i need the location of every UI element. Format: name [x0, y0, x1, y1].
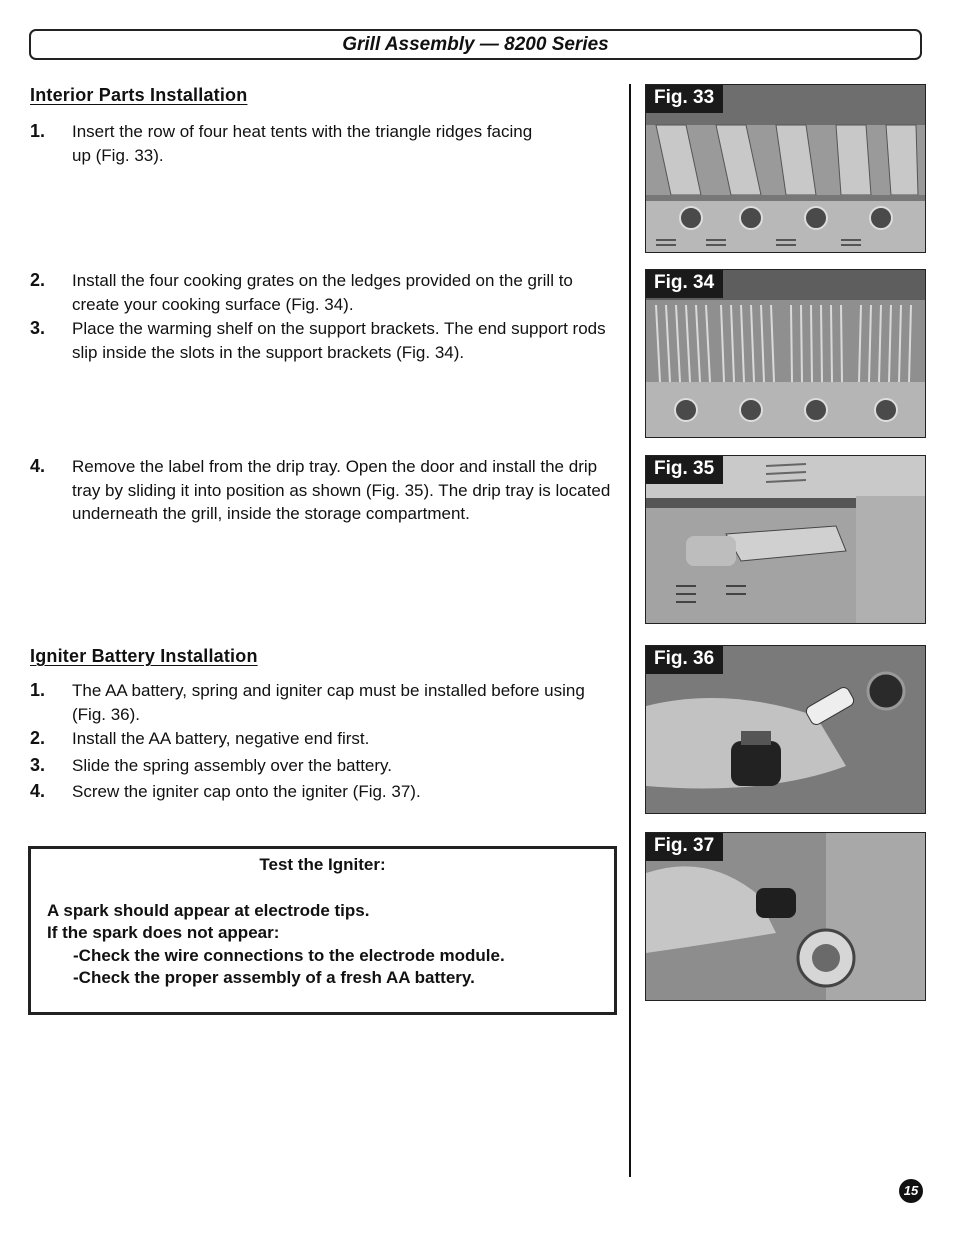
step-number: 4. [30, 456, 46, 476]
column-divider [629, 84, 631, 1177]
step-number: 2. [30, 270, 46, 290]
note-item-2: -Check the proper assembly of a fresh AA battery. [73, 968, 475, 987]
note-line-1: A spark should appear at electrode tips. [47, 901, 370, 920]
step-text: Insert the row of four heat tents with the triangle ridges facing up (Fig. 33). [72, 122, 533, 165]
figure-label: Fig. 37 [646, 833, 723, 861]
step-number: 2. [30, 728, 46, 748]
step-text: Slide the spring assembly over the battery. [72, 756, 393, 775]
step-text: Screw the igniter cap onto the igniter (Fig. 37). [72, 782, 421, 801]
page-number: 15 [899, 1179, 923, 1203]
step-number: 4. [30, 781, 46, 801]
step-text: Place the warming shelf on the support brackets. The end support rods slip inside the slots in the support brackets (Fig. 34). [72, 319, 606, 362]
page-header-title: Grill Assembly — 8200 Series [342, 34, 609, 55]
figure-label: Fig. 36 [646, 646, 723, 674]
figure-33 [645, 84, 926, 253]
note-item-1: -Check the wire connections to the electrode module. [73, 946, 505, 965]
step-number: 3. [30, 318, 46, 338]
figure-37 [645, 832, 926, 1001]
note-title: Test the Igniter: [259, 855, 386, 874]
figure-35 [645, 455, 926, 624]
step-number: 3. [30, 755, 46, 775]
step-text: Remove the label from the drip tray. Open the door and install the drip tray by sliding it into position as shown (Fig. 35). The drip tray is located underneath the grill, inside the storage compartment. [72, 457, 611, 523]
figure-label: Fig. 35 [646, 456, 723, 484]
note-line-2: If the spark does not appear: [47, 923, 280, 942]
test-igniter-note [28, 846, 617, 1015]
section-title-interior: Interior Parts Installation [30, 85, 248, 105]
figure-label: Fig. 34 [646, 270, 723, 298]
step-number: 1. [30, 121, 46, 141]
figure-36 [645, 645, 926, 814]
figure-34 [645, 269, 926, 438]
step-number: 1. [30, 680, 46, 700]
figure-label: Fig. 33 [646, 85, 723, 113]
step-text: Install the AA battery, negative end first. [72, 729, 370, 748]
page-header [29, 29, 922, 60]
section-title-igniter: Igniter Battery Installation [30, 646, 258, 666]
step-text: The AA battery, spring and igniter cap must be installed before using (Fig. 36). [72, 681, 585, 724]
step-text: Install the four cooking grates on the ledges provided on the grill to create your cooking surface (Fig. 34). [72, 271, 573, 314]
